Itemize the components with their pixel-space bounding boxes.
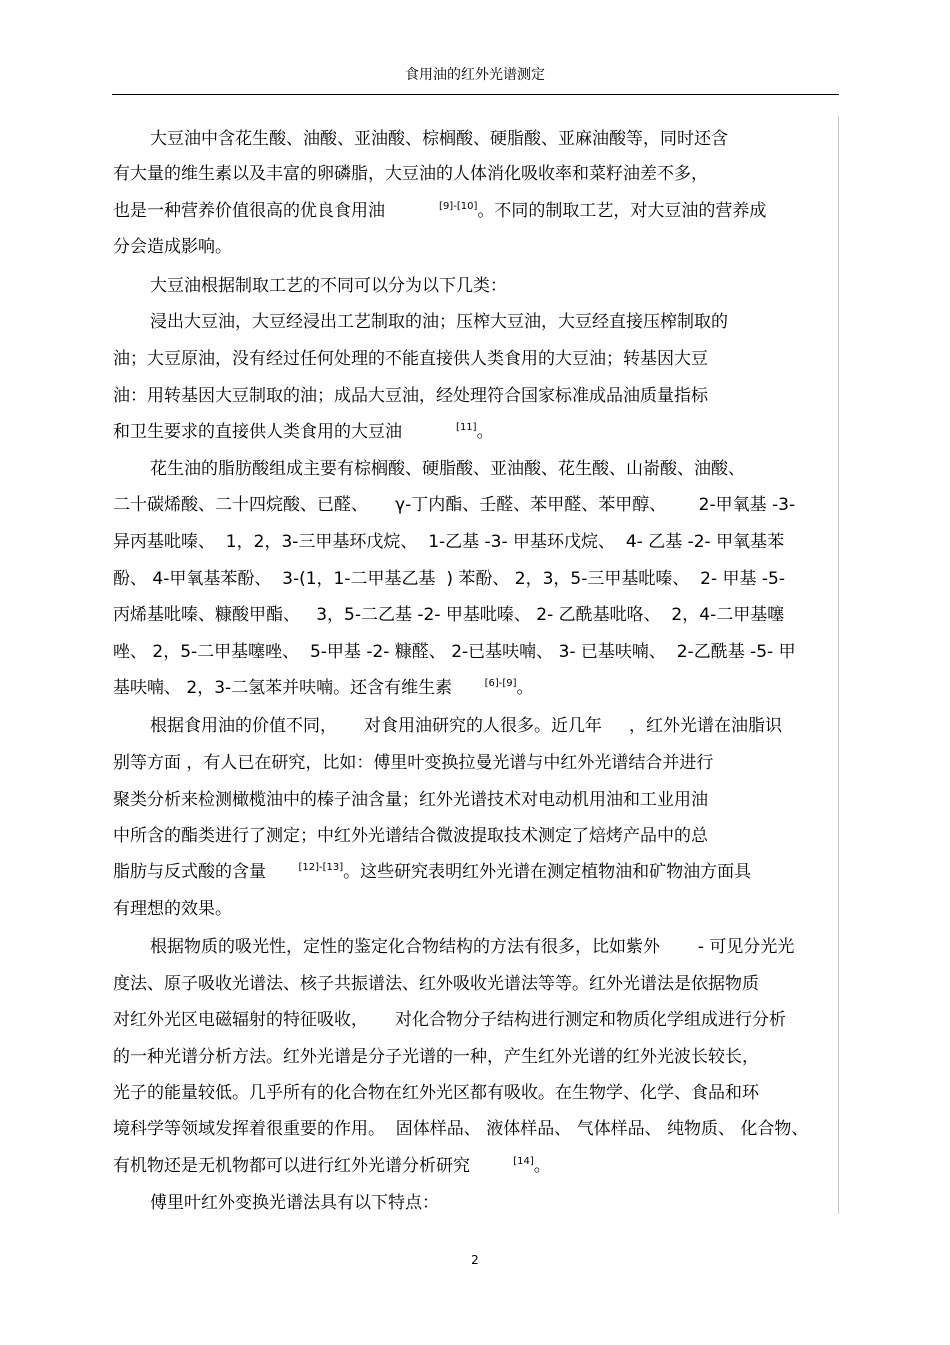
text-line: 丙烯基吡嗪、糠酸甲酯、 3，5-二乙基 -2- 甲基吡嗪、 2- 乙酰基吡咯、 2，4-二甲基噻	[113, 605, 785, 625]
text-line: 浸出大豆油，大豆经浸出工艺制取的油；压榨大豆油，大豆经直接压榨制取的	[150, 312, 728, 332]
text-line: 有机物还是无机物都可以进行红外光谱分析研究 [14]。	[113, 1156, 551, 1176]
text-line: 有大量的维生素以及丰富的卵磷脂，大豆油的人体消化吸收率和菜籽油差不多，	[113, 164, 708, 184]
header-rule	[112, 94, 839, 95]
text-line: 大豆油中含花生酸、油酸、亚油酸、棕榈酸、硬脂酸、亚麻油酸等，同时还含	[150, 129, 728, 149]
margin-rule	[838, 116, 839, 1214]
text-line: 根据食用油的价值不同， 对食用油研究的人很多。近几年 ，红外光谱在油脂识	[150, 716, 783, 736]
text-line: 酚、 4-甲氧基苯酚、 3-(1，1-二甲基乙基 ) 苯酚、 2，3，5-三甲基吡嗪、 2- 甲基 -5-	[113, 569, 785, 589]
citation: [14]	[513, 1156, 534, 1167]
text-line: 异丙基吡嗪、 1，2，3-三甲基环戊烷、 1-乙基 -3- 甲基环戊烷、 4- 乙基 -2- 甲氧基苯	[113, 532, 785, 552]
text-line: 二十碳烯酸、二十四烷酸、已醛、 γ-丁内酯、壬醛、苯甲醛、苯甲醇、 2-甲氧基 -3-	[113, 495, 796, 515]
citation: [9]-[10]	[439, 201, 478, 212]
text-line: 对红外光区电磁辐射的特征吸收， 对化合物分子结构进行测定和物质化学组成进行分析	[113, 1010, 787, 1030]
text-line: 度法、原子吸收光谱法、核子共振谱法、红外吸收光谱法等等。红外光谱法是依据物质	[113, 974, 759, 994]
text-line: 基呋喃、 2，3-二氢苯并呋喃。还含有维生素 [6]-[9]。	[113, 678, 534, 698]
citation: [6]-[9]	[484, 678, 517, 689]
citation: [12]-[13]	[298, 862, 344, 873]
text-line: 聚类分析来检测橄榄油中的榛子油含量；红外光谱技术对电动机用油和工业用油	[113, 790, 708, 810]
text-line: 和卫生要求的直接供人类食用的大豆油 [11]。	[113, 422, 494, 442]
running-header: 食用油的红外光谱测定	[405, 67, 545, 83]
text-line: 唑、 2，5-二甲基噻唑、 5-甲基 -2- 糠醛、 2-已基呋喃、 3- 已基呋喃、 2-乙酰基 -5- 甲	[113, 642, 796, 662]
citation: [11]	[456, 422, 477, 433]
text-line: 大豆油根据制取工艺的不同可以分为以下几类：	[150, 276, 507, 296]
text-line: 油：用转基因大豆制取的油；成品大豆油，经处理符合国家标准成品油质量指标	[113, 386, 708, 406]
page-number: 2	[471, 1253, 479, 1267]
text-line: 油；大豆原油，没有经过任何处理的不能直接供人类食用的大豆油；转基因大豆	[113, 349, 708, 369]
text-line: 光子的能量较低。几乎所有的化合物在红外光区都有吸收。在生物学、化学、食品和环	[113, 1083, 759, 1103]
text-line: 分会造成影响。	[113, 237, 232, 257]
text-line: 花生油的脂肪酸组成主要有棕榈酸、硬脂酸、亚油酸、花生酸、山嵛酸、油酸、	[150, 459, 745, 479]
text-line: 根据物质的吸光性，定性的鉴定化合物结构的方法有很多，比如紫外 - 可见分光光	[150, 937, 795, 957]
text-line: 别等方面 ，有人已在研究，比如：傅里叶变换拉曼光谱与中红外光谱结合并进行	[113, 753, 714, 773]
text-line: 有理想的效果。	[113, 899, 232, 919]
text-line: 傅里叶红外变换光谱法具有以下特点：	[150, 1193, 439, 1213]
text-line: 境科学等领域发挥着很重要的作用。 固体样品、 液体样品、 气体样品、 纯物质、 化合物、	[113, 1119, 809, 1139]
text-line: 也是一种营养价值很高的优良食用油 [9]-[10]。不同的制取工艺，对大豆油的营养成	[113, 201, 767, 221]
text-line: 的一种光谱分析方法。红外光谱是分子光谱的一种，产生红外光谱的红外光波长较长，	[113, 1047, 759, 1067]
text-line: 中所含的酯类进行了测定；中红外光谱结合微波提取技术测定了焙烤产品中的总	[113, 826, 708, 846]
text-line: 脂肪与反式酸的含量 [12]-[13]。这些研究表明红外光谱在测定植物油和矿物油方面具	[113, 862, 752, 882]
